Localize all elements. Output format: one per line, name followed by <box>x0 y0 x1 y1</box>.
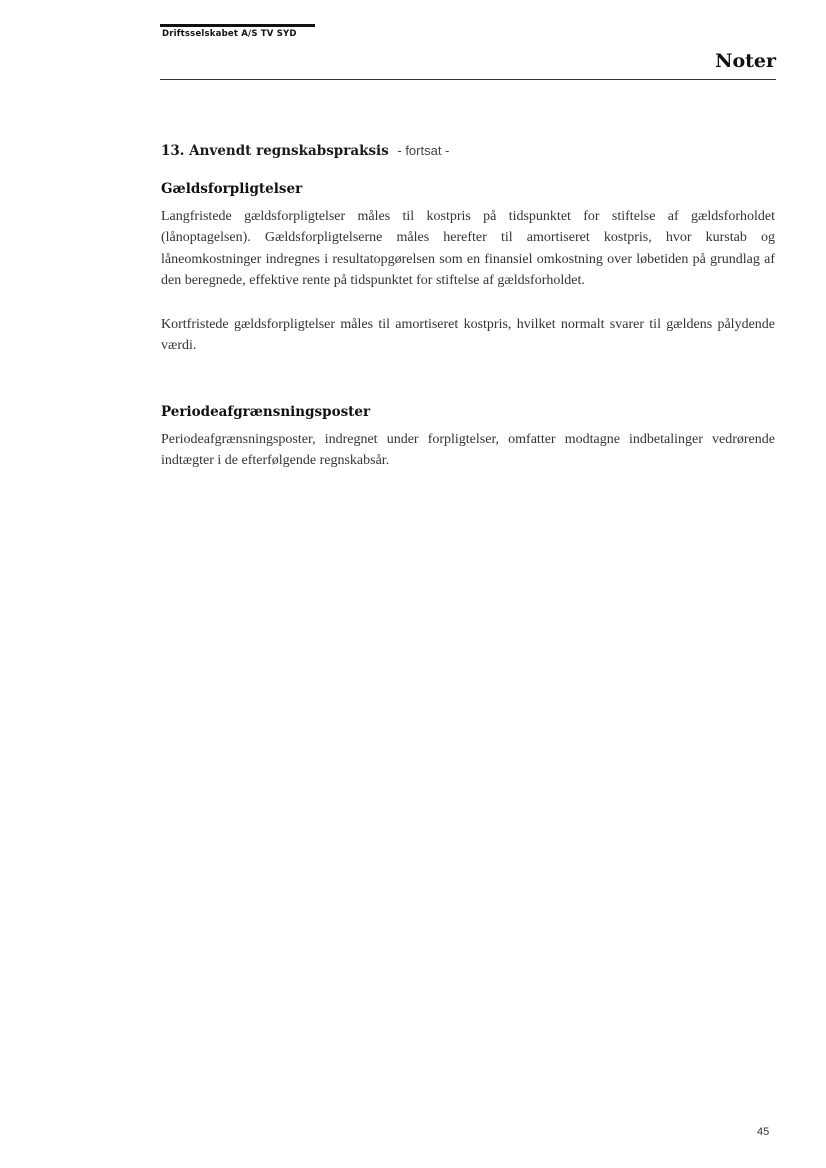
paragraph-long-term-debt: Langfristede gældsforpligtelser måles til kostpris på tidspunktet for stiftelse af gældsforholdet (lånoptagelsen). Gældsforpligtelserne måles herefter til amortiseret kostpris, hvor kurstab og låneomkostninger indregnes i resultatopgørelsen som en finansiel omkostning over løbetiden på grundlag af den beregnede, effektive rente på tidspunktet for stiftelse af gældsforholdet. <box>161 209 775 288</box>
section-heading-accruals: Periodeafgrænsningsposter <box>161 404 371 420</box>
page-number: 45 <box>757 1126 770 1138</box>
header-divider <box>160 79 776 80</box>
section-label: Noter <box>715 50 776 72</box>
paragraph-accruals: Periodeafgrænsningsposter, indregnet under forpligtelser, omfatter modtagne indbetalinger vedrørende indtægter i de efterfølgende regnskabsår. <box>161 432 775 469</box>
company-name: Driftsselskabet A/S TV SYD <box>162 29 297 39</box>
note-title <box>161 143 449 159</box>
paragraph-short-term-debt: Kortfristede gældsforpligtelser måles til amortiseret kostpris, hvilket normalt svarer til gældens pålydende værdi. <box>161 317 775 354</box>
header-bar <box>160 24 315 27</box>
note-continued-label: - fortsat - <box>397 143 450 158</box>
section-heading-debt: Gældsforpligtelser <box>161 181 303 197</box>
note-title-text: 13. Anvendt regnskabspraksis <box>161 143 389 159</box>
